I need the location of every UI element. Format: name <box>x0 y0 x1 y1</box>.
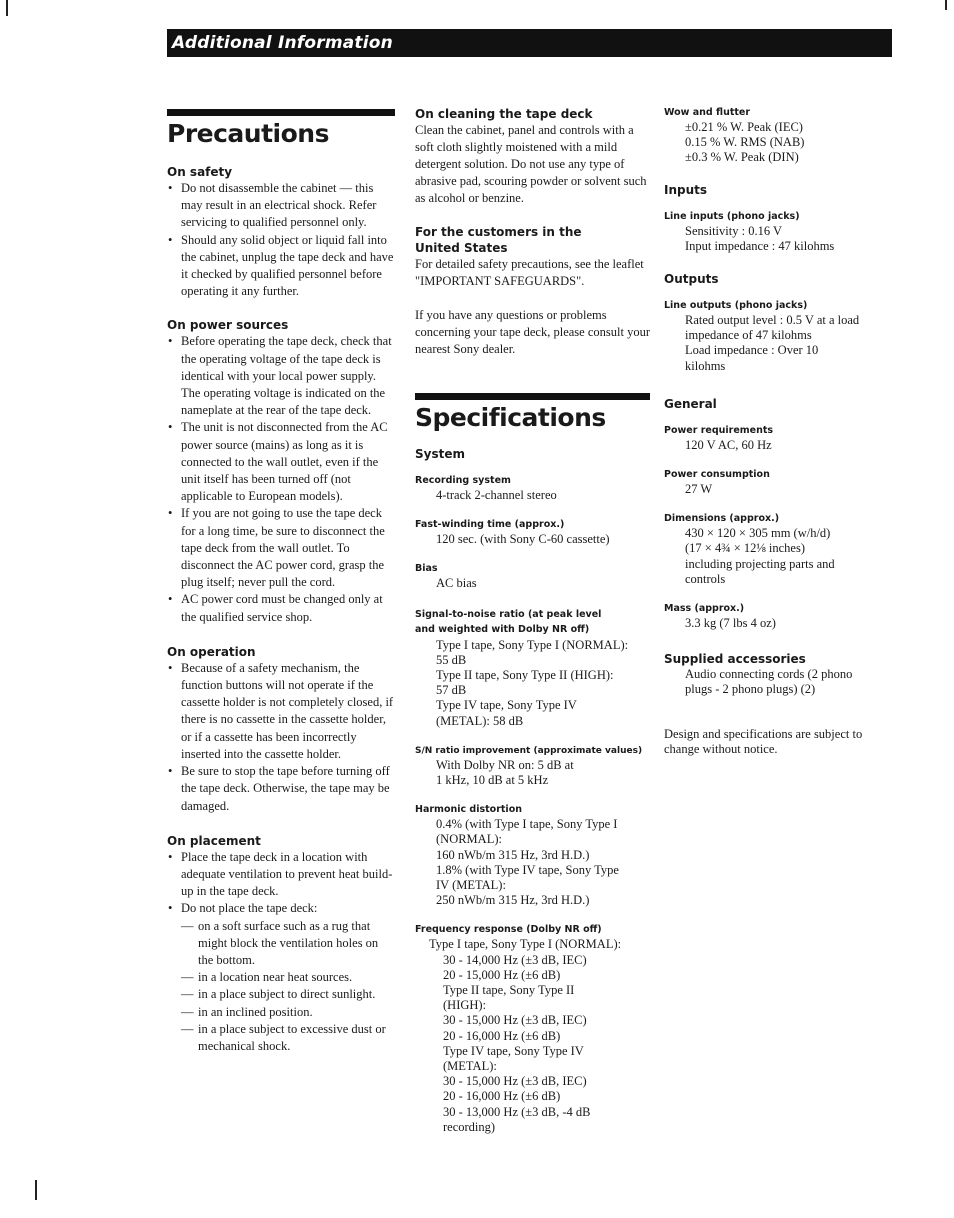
mass-label: Mass (approx.) <box>664 603 745 615</box>
value-line: With Dolby NR on: 5 dB at <box>436 757 574 772</box>
value-line: 30 - 13,000 Hz (±3 dB, -4 dB <box>443 1104 591 1119</box>
outputs-values <box>664 313 889 374</box>
wow-label: Wow and flutter <box>664 107 751 118</box>
safety-heading: On safety <box>167 165 233 179</box>
value-line: Sensitivity : 0.16 V <box>685 223 783 238</box>
list-item: • Before operating the tape deck, check that the operating voltage of the tape deck is identical with your local power supply. The operating voltage is indicated on the nameplate at the rear of the tape deck. <box>167 333 395 419</box>
ff-label: Fast-winding time (approx.) <box>415 519 565 531</box>
value-line: Input impedance : 47 kilohms <box>685 238 835 253</box>
value-line: IV (METAL): <box>436 878 506 893</box>
system-heading: System <box>415 447 465 461</box>
value-line: recording) <box>443 1119 496 1134</box>
value-line: 27 W <box>685 482 713 497</box>
questions-text: If you have any questions or problems concerning your tape deck, please consult your nearest Sony dealer. <box>415 308 650 356</box>
placement-intro: Do not place the tape deck: <box>181 901 318 916</box>
value-line: Type I tape, Sony Type I (NORMAL): <box>429 937 622 952</box>
fr-values <box>415 937 650 1135</box>
precautions-column <box>167 109 395 1055</box>
value-line: Type II tape, Sony Type II (HIGH): <box>436 668 614 683</box>
wow-values <box>664 120 889 166</box>
value-line: (HIGH): <box>443 998 487 1013</box>
scan-mark-top-left <box>6 0 8 16</box>
list-item: • Be sure to stop the tape before turning off the tape deck. Otherwise, the tape may be damaged. <box>167 763 395 815</box>
value-line: 1.8% (with Type IV tape, Sony Type <box>436 862 619 877</box>
scan-mark-bottom-left <box>35 1180 37 1200</box>
specifications-title: Specifications <box>415 403 606 432</box>
value-line: 3.3 kg (7 lbs 4 oz) <box>685 616 776 631</box>
accessories-heading: Supplied accessories <box>664 652 806 667</box>
value-line: 30 - 14,000 Hz (±3 dB, IEC) <box>443 952 587 967</box>
value-line: impedance of 47 kilohms <box>685 328 812 343</box>
placement-heading: On placement <box>167 833 261 848</box>
placement-sublist <box>181 918 395 1056</box>
value-line: plugs - 2 phono plugs) (2) <box>685 682 816 697</box>
middle-column <box>415 106 650 1135</box>
value-line: 250 nWb/m 315 Hz, 3rd H.D.) <box>436 893 590 908</box>
value-line: 20 - 16,000 Hz (±6 dB) <box>443 1089 561 1104</box>
value-line: 0.4% (with Type I tape, Sony Type I <box>436 817 618 832</box>
sn-label: S/N ratio improvement (approximate values) <box>415 745 643 756</box>
right-column <box>664 106 889 757</box>
list-item <box>167 900 395 1055</box>
value-line: Type IV tape, Sony Type IV <box>443 1043 584 1058</box>
operation-list <box>167 660 395 815</box>
value-line: 160 nWb/m 315 Hz, 3rd H.D.) <box>436 847 590 862</box>
accessories-values <box>664 667 889 697</box>
value-line: (17 × 4¾ × 12⅛ inches) <box>685 541 805 556</box>
value-line: including projecting parts and <box>685 556 835 571</box>
value-line: controls <box>685 571 726 586</box>
value-line: (NORMAL): <box>436 832 502 847</box>
sub-list-item: — in an inclined position. <box>181 1004 395 1021</box>
list-item: • If you are not going to use the tape deck for a long time, be sure to disconnect the tape deck from the wall outlet. To disconnect the AC power cord, grasp the plug itself; never pull the cord. <box>167 505 395 591</box>
list-item: • Place the tape deck in a location with adequate ventilation to prevent heat build-up in the tape deck. <box>167 849 395 901</box>
value-line: Load impedance : Over 10 <box>685 343 819 358</box>
list-item: • The unit is not disconnected from the AC power source (mains) as long as it is connected to the wall outlet, even if the unit itself has been turned off (not applicable to European models). <box>167 419 395 505</box>
value-line: (METAL): <box>443 1059 497 1074</box>
design-note: Design and specifications are subject to change without notice. <box>664 726 863 756</box>
value-line: 30 - 15,000 Hz (±3 dB, IEC) <box>443 1074 587 1089</box>
us-heading: For the customers in the United States <box>415 225 582 255</box>
hd-label: Harmonic distortion <box>415 804 522 816</box>
bias-values <box>415 576 650 591</box>
value-line: 30 - 15,000 Hz (±3 dB, IEC) <box>443 1013 587 1028</box>
bias-label: Bias <box>415 563 438 575</box>
list-item: • Should any solid object or liquid fall into the cabinet, unplug the tape deck and have it checked by qualified personnel before operating it any further. <box>167 232 395 301</box>
precautions-rule <box>167 109 395 116</box>
value-line: AC bias <box>436 576 477 591</box>
value-line: ±0.21 % W. Peak (IEC) <box>685 120 803 134</box>
general-heading: General <box>664 396 717 411</box>
inputs-label: Line inputs (phono jacks) <box>664 210 800 222</box>
power-cons-values <box>664 482 889 497</box>
sn-values <box>415 758 650 788</box>
value-line: Type I tape, Sony Type I (NORMAL): <box>436 637 629 652</box>
value-line: Rated output level : 0.5 V at a load <box>685 313 860 328</box>
section-header-bar <box>167 29 892 57</box>
inputs-values <box>664 224 889 254</box>
value-line: ±0.3 % W. Peak (DIN) <box>685 150 799 165</box>
precautions-title: Precautions <box>167 119 329 148</box>
outputs-heading: Outputs <box>664 272 719 287</box>
value-line: 55 dB <box>436 652 467 667</box>
power-heading: On power sources <box>167 318 289 333</box>
sub-list-item: — in a place subject to direct sunlight. <box>181 986 395 1003</box>
value-line: Type II tape, Sony Type II <box>443 983 575 998</box>
value-line: 0.15 % W. RMS (NAB) <box>685 135 805 150</box>
dims-values <box>664 526 889 587</box>
safety-list <box>167 180 395 300</box>
section-header-title: Additional Information <box>172 33 393 53</box>
value-line: 1 kHz, 10 dB at 5 kHz <box>436 773 549 788</box>
value-line: Type IV tape, Sony Type IV <box>436 698 577 713</box>
placement-list <box>167 849 395 1055</box>
value-line: 430 × 120 × 305 mm (w/h/d) <box>685 526 831 541</box>
value-line: 120 sec. (with Sony C-60 cassette) <box>436 532 610 547</box>
value-line: kilohms <box>685 358 726 373</box>
specifications-rule <box>415 393 650 400</box>
value-line: 4-track 2-channel stereo <box>436 488 557 502</box>
list-item: • Do not disassemble the cabinet — this may result in an electrical shock. Refer servicing to qualified personnel only. <box>167 180 395 232</box>
list-item: • Because of a safety mechanism, the function buttons will not operate if the cassette holder is not completely closed, if there is no cassette in the cassette holder, or if a cassette has been incorrectly inserted into the cassette holder. <box>167 660 395 763</box>
value-line: 20 - 15,000 Hz (±6 dB) <box>443 967 561 982</box>
power-req-label: Power requirements <box>664 424 774 436</box>
mass-values <box>664 616 889 631</box>
cleaning-text: Clean the cabinet, panel and controls with a soft cloth slightly moistened with a mild detergent solution. Do not use any type of abrasive pad, scouring powder or solvent such as alcohol or benzine. <box>415 123 647 205</box>
cleaning-heading: On cleaning the tape deck <box>415 107 593 121</box>
snr-values <box>415 638 650 729</box>
value-line: 20 - 16,000 Hz (±6 dB) <box>443 1028 561 1043</box>
us-text: For detailed safety precautions, see the leaflet "IMPORTANT SAFEGUARDS". <box>415 257 644 288</box>
sub-list-item: — in a place subject to excessive dust or mechanical shock. <box>181 1021 395 1055</box>
list-item: • AC power cord must be changed only at the qualified service shop. <box>167 591 395 625</box>
power-cons-label: Power consumption <box>664 469 770 481</box>
snr-label: Signal-to-noise ratio (at peak level and weighted with Dolby NR off) <box>415 608 602 636</box>
power-list <box>167 333 395 625</box>
fr-label: Frequency response (Dolby NR off) <box>415 924 602 936</box>
scan-mark-top-right <box>945 0 947 10</box>
value-line: 120 V AC, 60 Hz <box>685 437 772 452</box>
power-req-values <box>664 438 889 453</box>
recording-label: Recording system <box>415 475 511 486</box>
sub-list-item: — on a soft surface such as a rug that might block the ventilation holes on the bottom. <box>181 918 395 970</box>
outputs-label: Line outputs (phono jacks) <box>664 300 808 312</box>
hd-values <box>415 817 650 908</box>
inputs-heading: Inputs <box>664 182 708 197</box>
dims-label: Dimensions (approx.) <box>664 513 780 525</box>
operation-heading: On operation <box>167 644 256 659</box>
ff-values <box>415 532 650 547</box>
value-line: Audio connecting cords (2 phono <box>685 667 853 682</box>
value-line: 57 dB <box>436 683 467 698</box>
sub-list-item: — in a location near heat sources. <box>181 969 395 986</box>
value-line: (METAL): 58 dB <box>436 713 524 728</box>
recording-values <box>415 488 650 503</box>
